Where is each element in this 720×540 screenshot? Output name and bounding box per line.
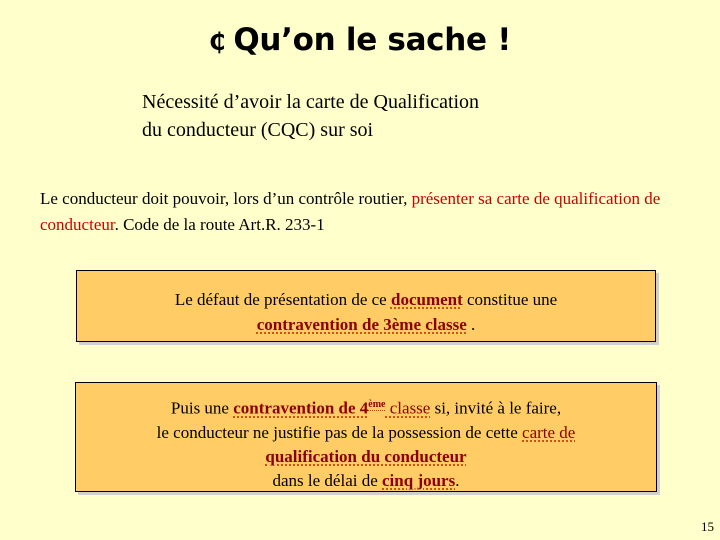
box2-highlight-contravention-a: contravention de 4 [233, 398, 369, 418]
box2-line-4-end: . [455, 470, 460, 490]
bullet-icon: ₵ [208, 28, 226, 56]
box2-line-2: le conducteur ne justifie pas de la possession de cette [156, 422, 523, 442]
box2-text-1: Puis une [170, 398, 234, 418]
paragraph-text-1: Le conducteur doit pouvoir, lors d’un contrôle routier, [40, 189, 412, 208]
subtitle-line-1: Nécessité d’avoir la carte de Qualification [142, 91, 480, 113]
box2-highlight-qualification: qualification du conducteur [265, 446, 467, 466]
subtitle [142, 88, 479, 144]
box1-highlight-contravention: contravention de 3ème classe [256, 315, 467, 334]
box2-highlight-carte: carte de [522, 422, 576, 442]
title-text: Qu’on le sache ! [233, 22, 512, 58]
box2-line-4: dans le délai de [272, 470, 383, 490]
box2-highlight-sup: ème [368, 399, 386, 410]
box1-text-3: . [466, 315, 476, 334]
box2-highlight-contravention-b: classe [385, 398, 431, 418]
box2-text-2: si, invité à le faire, [430, 398, 562, 418]
notice-box-3rd-class [76, 270, 656, 342]
subtitle-line-2: du conducteur (CQC) sur soi [142, 119, 374, 141]
page-title [0, 22, 720, 58]
notice-box-4th-class [75, 382, 657, 492]
box1-highlight-document: document [390, 290, 463, 309]
paragraph-red-text: présenter sa carte de qualification de conducteur [40, 189, 661, 234]
body-paragraph [40, 186, 690, 238]
paragraph-text-2: . Code de la route Art.R. 233-1 [114, 215, 325, 234]
box2-highlight-jours: cinq jours [382, 470, 456, 490]
box1-text-1: Le défaut de présentation de ce [174, 290, 391, 309]
page-number: 15 [701, 519, 714, 534]
box1-text-2: constitue une [462, 290, 558, 309]
